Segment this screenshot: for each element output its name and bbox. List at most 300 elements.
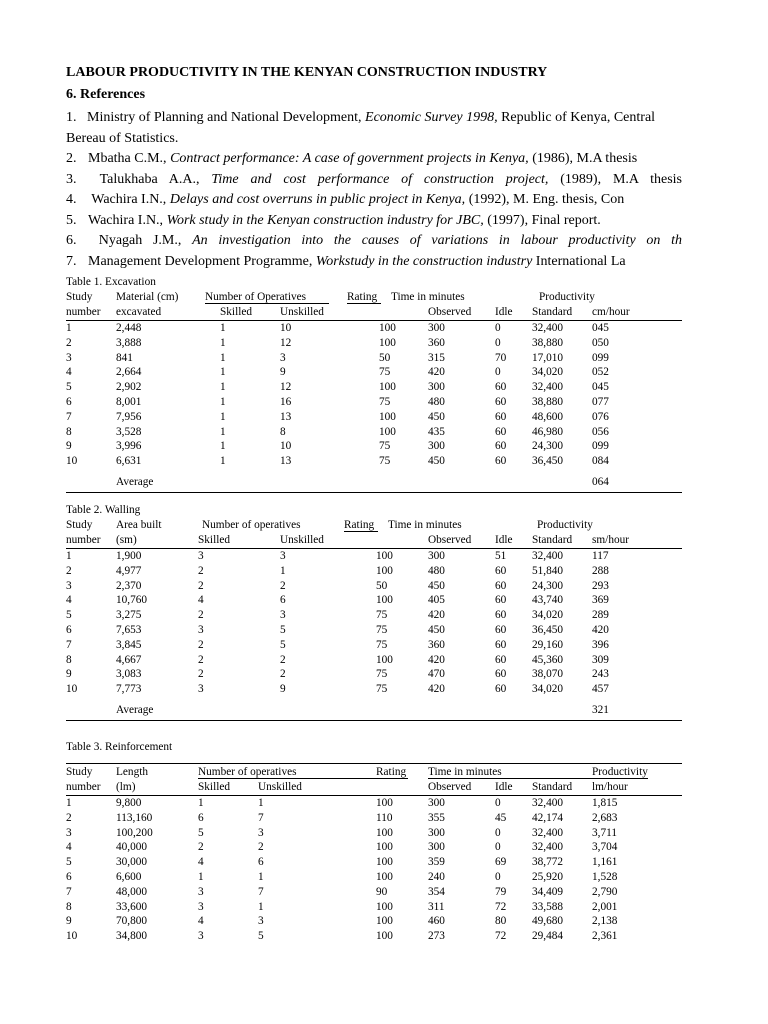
cell-observed: 354 (428, 885, 445, 898)
cell-skilled: 1 (220, 351, 226, 364)
header-cell: Observed (428, 306, 472, 318)
average-row (66, 474, 682, 490)
cell-rating: 75 (376, 668, 388, 681)
cell-quantity: 34,800 (116, 930, 148, 943)
header-cell: Productivity (592, 766, 648, 778)
cell-idle: 0 (495, 841, 501, 854)
cell-idle: 70 (495, 351, 507, 364)
cell-skilled: 1 (220, 395, 226, 408)
cell-rating: 100 (379, 336, 396, 349)
table-header (66, 289, 682, 321)
cell-rating: 100 (379, 322, 396, 334)
cell-productivity: 243 (592, 668, 609, 681)
cell-observed: 300 (428, 797, 445, 809)
cell-idle: 60 (495, 425, 507, 438)
cell-idle: 79 (495, 885, 507, 898)
cell-skilled: 1 (220, 410, 226, 423)
table-row (66, 608, 682, 623)
cell-productivity: 076 (592, 410, 609, 423)
table-row (66, 410, 682, 425)
cell-unskilled: 13 (280, 455, 292, 468)
header-cell: (lm) (116, 781, 136, 793)
table-row (66, 870, 682, 885)
header-cell: Length (116, 766, 148, 778)
cell-quantity: 841 (116, 351, 133, 364)
cell-idle: 45 (495, 811, 507, 824)
cell-observed: 450 (428, 455, 445, 468)
cell-quantity: 3,083 (116, 668, 142, 681)
cell-skilled: 4 (198, 594, 204, 607)
header-cell: Number of operatives (202, 519, 301, 531)
cell-productivity: 2,138 (592, 915, 618, 928)
cell-quantity: 48,000 (116, 885, 148, 898)
cell-observed: 450 (428, 410, 445, 423)
table-caption: Table 2. Walling (66, 504, 141, 516)
table-row (66, 929, 682, 944)
cell-skilled: 1 (220, 381, 226, 394)
header-cell: Unskilled (280, 306, 324, 318)
cell-idle: 60 (495, 564, 507, 577)
cell-standard: 32,400 (532, 826, 564, 839)
cell-skilled: 2 (198, 841, 204, 854)
cell-idle: 0 (495, 336, 501, 349)
cell-rating: 100 (376, 564, 393, 577)
cell-standard: 36,450 (532, 455, 564, 468)
cell-unskilled: 3 (258, 915, 264, 928)
cell-skilled: 4 (198, 856, 204, 869)
cell-idle: 80 (495, 915, 507, 928)
table-header (66, 517, 682, 549)
header-cell: Standard (532, 781, 573, 793)
cell-productivity: 2,790 (592, 885, 618, 898)
cell-quantity: 10,760 (116, 594, 148, 607)
cell-unskilled: 10 (280, 440, 292, 453)
cell-productivity: 099 (592, 440, 609, 453)
header-cell: Rating (344, 519, 375, 531)
cell-observed: 240 (428, 870, 445, 883)
cell-productivity: 309 (592, 653, 609, 666)
cell-unskilled: 16 (280, 395, 292, 408)
document-title: LABOUR PRODUCTIVITY IN THE KENYAN CONSTRUCTION INDUSTRY (66, 65, 548, 80)
cell-idle: 0 (495, 826, 501, 839)
table-bottom-rule (66, 492, 682, 493)
cell-productivity: 1,528 (592, 870, 618, 883)
cell-productivity: 396 (592, 638, 609, 651)
cell-study-number: 7 (66, 410, 72, 423)
cell-skilled: 1 (220, 425, 226, 438)
table-row (66, 579, 682, 594)
cell-rating: 50 (376, 579, 388, 592)
cell-study-number: 8 (66, 425, 72, 438)
cell-skilled: 5 (198, 826, 204, 839)
cell-quantity: 3,888 (116, 336, 142, 349)
cell-study-number: 9 (66, 668, 72, 681)
cell-rating: 100 (376, 594, 393, 607)
cell-quantity: 7,956 (116, 410, 142, 423)
walling-table (66, 503, 682, 722)
cell-productivity: 457 (592, 683, 609, 696)
cell-idle: 0 (495, 797, 501, 809)
cell-rating: 100 (376, 826, 393, 839)
cell-standard: 32,400 (532, 381, 564, 394)
cell-standard: 24,300 (532, 440, 564, 453)
cell-standard: 32,400 (532, 322, 564, 334)
cell-quantity: 2,664 (116, 366, 142, 379)
table-row (66, 593, 682, 608)
header-cell: Skilled (198, 781, 231, 793)
cell-rating: 100 (379, 381, 396, 394)
cell-productivity: 3,704 (592, 841, 618, 854)
cell-unskilled: 6 (280, 594, 286, 607)
cell-observed: 311 (428, 900, 445, 913)
cell-productivity: 045 (592, 381, 609, 394)
cell-rating: 75 (376, 638, 388, 651)
cell-skilled: 1 (198, 797, 204, 809)
cell-standard: 38,880 (532, 336, 564, 349)
cell-study-number: 6 (66, 395, 72, 408)
cell-rating: 50 (379, 351, 391, 364)
header-cell: Observed (428, 781, 472, 793)
header-underline (428, 778, 648, 779)
cell-standard: 25,920 (532, 870, 564, 883)
cell-quantity: 40,000 (116, 841, 148, 854)
cell-idle: 0 (495, 870, 501, 883)
cell-rating: 75 (379, 366, 391, 379)
cell-rating: 75 (379, 455, 391, 468)
cell-quantity: 1,900 (116, 550, 142, 562)
average-label: Average (116, 475, 154, 488)
cell-observed: 359 (428, 856, 445, 869)
cell-study-number: 5 (66, 381, 72, 394)
cell-study-number: 3 (66, 826, 72, 839)
header-cell: Skilled (198, 534, 231, 546)
cell-standard: 32,400 (532, 797, 564, 809)
cell-rating: 75 (376, 683, 388, 696)
cell-quantity: 9,800 (116, 797, 142, 809)
cell-skilled: 1 (220, 455, 226, 468)
excavation-table (66, 275, 682, 494)
cell-rating: 100 (379, 425, 396, 438)
cell-skilled: 1 (220, 336, 226, 349)
table-row (66, 914, 682, 929)
reference-item: 1. Ministry of Planning and National Development, Economic Survey 1998, Republic of Kenya, Central Bereau of Statistics. (66, 110, 656, 146)
cell-standard: 46,980 (532, 425, 564, 438)
cell-productivity: 045 (592, 322, 609, 334)
cell-observed: 300 (428, 322, 445, 334)
cell-standard: 24,300 (532, 579, 564, 592)
cell-study-number: 1 (66, 550, 72, 562)
header-cell: excavated (116, 306, 162, 318)
cell-standard: 34,020 (532, 609, 564, 622)
cell-idle: 60 (495, 410, 507, 423)
cell-rating: 90 (376, 885, 388, 898)
table-row (66, 900, 682, 915)
cell-productivity: 099 (592, 351, 609, 364)
cell-unskilled: 1 (258, 870, 264, 883)
reference-item: 7. Management Development Programme, Workstudy in the construction industry International La (66, 253, 626, 269)
cell-study-number: 5 (66, 856, 72, 869)
cell-observed: 470 (428, 668, 445, 681)
cell-standard: 36,450 (532, 623, 564, 636)
cell-standard: 45,360 (532, 653, 564, 666)
cell-quantity: 7,773 (116, 683, 142, 696)
header-cell: Time in minutes (391, 291, 465, 303)
cell-idle: 60 (495, 668, 507, 681)
cell-quantity: 113,160 (116, 811, 153, 824)
average-row (66, 702, 682, 718)
cell-observed: 420 (428, 366, 445, 379)
cell-unskilled: 2 (280, 668, 286, 681)
cell-rating: 100 (379, 410, 396, 423)
cell-idle: 60 (495, 381, 507, 394)
header-cell: Rating (347, 291, 378, 303)
cell-study-number: 8 (66, 653, 72, 666)
cell-idle: 51 (495, 550, 507, 562)
average-label: Average (116, 703, 154, 716)
cell-idle: 60 (495, 455, 507, 468)
cell-quantity: 6,631 (116, 455, 142, 468)
cell-rating: 100 (376, 930, 393, 943)
cell-productivity: 052 (592, 366, 609, 379)
header-cell: lm/hour (592, 781, 628, 793)
table-body (66, 796, 682, 944)
header-cell: Productivity (539, 291, 595, 303)
table-row (66, 638, 682, 653)
cell-unskilled: 6 (258, 856, 264, 869)
table-row (66, 623, 682, 638)
cell-quantity: 7,653 (116, 623, 142, 636)
cell-study-number: 10 (66, 683, 78, 696)
cell-unskilled: 2 (280, 653, 286, 666)
cell-unskilled: 2 (280, 579, 286, 592)
cell-observed: 420 (428, 653, 445, 666)
table-body (66, 549, 682, 697)
cell-study-number: 10 (66, 455, 78, 468)
table-row (66, 682, 682, 697)
table-row (66, 811, 682, 826)
header-cell: sm/hour (592, 534, 630, 546)
reference-list (66, 108, 682, 272)
cell-idle: 60 (495, 395, 507, 408)
cell-rating: 75 (376, 623, 388, 636)
cell-idle: 60 (495, 683, 507, 696)
cell-skilled: 2 (198, 668, 204, 681)
cell-unskilled: 12 (280, 336, 292, 349)
cell-unskilled: 1 (258, 797, 264, 809)
cell-study-number: 4 (66, 841, 72, 854)
cell-unskilled: 9 (280, 366, 286, 379)
header-cell: Time in minutes (388, 519, 462, 531)
table-row (66, 365, 682, 380)
cell-observed: 300 (428, 841, 445, 854)
table-row (66, 840, 682, 855)
cell-skilled: 1 (220, 322, 226, 334)
header-cell: Study (66, 291, 93, 303)
header-cell: Area built (116, 519, 162, 531)
cell-quantity: 4,977 (116, 564, 142, 577)
table-row (66, 796, 682, 811)
cell-unskilled: 1 (280, 564, 286, 577)
cell-quantity: 33,600 (116, 900, 148, 913)
cell-quantity: 2,448 (116, 322, 142, 334)
reference-item: 4. Wachira I.N., Delays and cost overruns in public project in Kenya, (1992), M. Eng. thesis, Con (66, 192, 625, 207)
cell-skilled: 2 (198, 653, 204, 666)
header-cell: Standard (532, 534, 573, 546)
header-cell: Number of operatives (198, 766, 297, 778)
reference-item: 5. Wachira I.N., Work study in the Kenyan construction industry for JBC, (1997), Final report. (66, 212, 601, 228)
cell-observed: 360 (428, 336, 445, 349)
table-row (66, 351, 682, 366)
header-cell: Productivity (537, 519, 593, 531)
cell-skilled: 3 (198, 550, 204, 562)
cell-study-number: 6 (66, 623, 72, 636)
cell-skilled: 2 (198, 638, 204, 651)
cell-idle: 60 (495, 594, 507, 607)
cell-observed: 460 (428, 915, 445, 928)
cell-productivity: 117 (592, 550, 609, 562)
cell-study-number: 1 (66, 797, 72, 809)
table-row (66, 564, 682, 579)
header-cell: Rating (376, 766, 407, 778)
cell-idle: 72 (495, 930, 507, 943)
cell-observed: 405 (428, 594, 445, 607)
table-row (66, 321, 682, 336)
cell-skilled: 1 (198, 870, 204, 883)
cell-idle: 69 (495, 856, 507, 869)
cell-study-number: 9 (66, 915, 72, 928)
cell-study-number: 2 (66, 336, 72, 349)
cell-rating: 100 (376, 915, 393, 928)
cell-skilled: 3 (198, 930, 204, 943)
table-row (66, 549, 682, 564)
cell-observed: 480 (428, 395, 445, 408)
table-caption: Table 3. Reinforcement (66, 741, 173, 753)
header-cell: Observed (428, 534, 472, 546)
header-underline (205, 303, 329, 304)
cell-rating: 100 (376, 550, 393, 562)
header-underline (344, 531, 378, 532)
cell-unskilled: 5 (258, 930, 264, 943)
cell-standard: 49,680 (532, 915, 564, 928)
cell-study-number: 7 (66, 638, 72, 651)
cell-quantity: 3,845 (116, 638, 142, 651)
header-underline (347, 303, 381, 304)
cell-unskilled: 9 (280, 683, 286, 696)
table-row (66, 885, 682, 900)
cell-observed: 300 (428, 826, 445, 839)
cell-observed: 360 (428, 638, 445, 651)
cell-rating: 75 (379, 395, 391, 408)
cell-standard: 17,010 (532, 351, 564, 364)
cell-observed: 450 (428, 623, 445, 636)
cell-idle: 60 (495, 623, 507, 636)
cell-skilled: 1 (220, 366, 226, 379)
cell-idle: 60 (495, 579, 507, 592)
cell-productivity: 2,683 (592, 811, 618, 824)
cell-observed: 300 (428, 381, 445, 394)
cell-rating: 110 (376, 811, 393, 824)
cell-idle: 72 (495, 900, 507, 913)
cell-productivity: 3,711 (592, 826, 617, 839)
cell-standard: 32,400 (532, 550, 564, 562)
cell-unskilled: 5 (280, 638, 286, 651)
header-cell: Idle (495, 534, 513, 546)
cell-rating: 100 (376, 653, 393, 666)
cell-standard: 29,160 (532, 638, 564, 651)
cell-standard: 32,400 (532, 841, 564, 854)
cell-unskilled: 1 (258, 900, 264, 913)
cell-idle: 60 (495, 638, 507, 651)
cell-study-number: 6 (66, 870, 72, 883)
cell-study-number: 4 (66, 594, 72, 607)
cell-unskilled: 7 (258, 885, 264, 898)
cell-unskilled: 8 (280, 425, 286, 438)
table-row (66, 439, 682, 454)
cell-skilled: 6 (198, 811, 204, 824)
cell-observed: 420 (428, 609, 445, 622)
cell-rating: 100 (376, 870, 393, 883)
cell-productivity: 2,361 (592, 930, 618, 943)
cell-skilled: 2 (198, 609, 204, 622)
cell-standard: 29,484 (532, 930, 564, 943)
table-caption: Table 1. Excavation (66, 276, 156, 288)
cell-standard: 34,020 (532, 683, 564, 696)
section-heading: 6. References (66, 87, 146, 102)
header-cell: Idle (495, 781, 513, 793)
table-row (66, 336, 682, 351)
table-header (66, 764, 682, 796)
header-cell: Idle (495, 306, 513, 318)
cell-unskilled: 10 (280, 322, 292, 334)
cell-quantity: 30,000 (116, 856, 148, 869)
reference-item: 6. Nyagah J.M., An investigation into the causes of variations in labour productivity on th (66, 233, 682, 248)
table-top-rule (66, 763, 682, 764)
cell-standard: 48,600 (532, 410, 564, 423)
header-cell: Time in minutes (428, 766, 502, 778)
cell-study-number: 1 (66, 322, 72, 334)
cell-idle: 60 (495, 653, 507, 666)
cell-unskilled: 12 (280, 381, 292, 394)
cell-observed: 420 (428, 683, 445, 696)
cell-productivity: 288 (592, 564, 609, 577)
header-cell: Standard (532, 306, 573, 318)
cell-productivity: 1,161 (592, 856, 618, 869)
cell-study-number: 3 (66, 579, 72, 592)
cell-idle: 60 (495, 609, 507, 622)
cell-study-number: 9 (66, 440, 72, 453)
cell-standard: 38,772 (532, 856, 564, 869)
cell-skilled: 3 (198, 900, 204, 913)
cell-quantity: 2,370 (116, 579, 142, 592)
cell-standard: 38,880 (532, 395, 564, 408)
cell-productivity: 293 (592, 579, 609, 592)
cell-unskilled: 2 (258, 841, 264, 854)
header-underline (198, 778, 408, 779)
cell-productivity: 289 (592, 609, 609, 622)
cell-productivity: 369 (592, 594, 609, 607)
cell-rating: 100 (376, 797, 393, 809)
header-cell: Material (cm) (116, 291, 179, 303)
table-row (66, 667, 682, 682)
cell-unskilled: 3 (280, 609, 286, 622)
cell-quantity: 8,001 (116, 395, 142, 408)
cell-quantity: 3,275 (116, 609, 142, 622)
cell-study-number: 10 (66, 930, 78, 943)
cell-unskilled: 5 (280, 623, 286, 636)
cell-study-number: 4 (66, 366, 72, 379)
header-cell: number (66, 534, 101, 546)
cell-unskilled: 3 (258, 826, 264, 839)
